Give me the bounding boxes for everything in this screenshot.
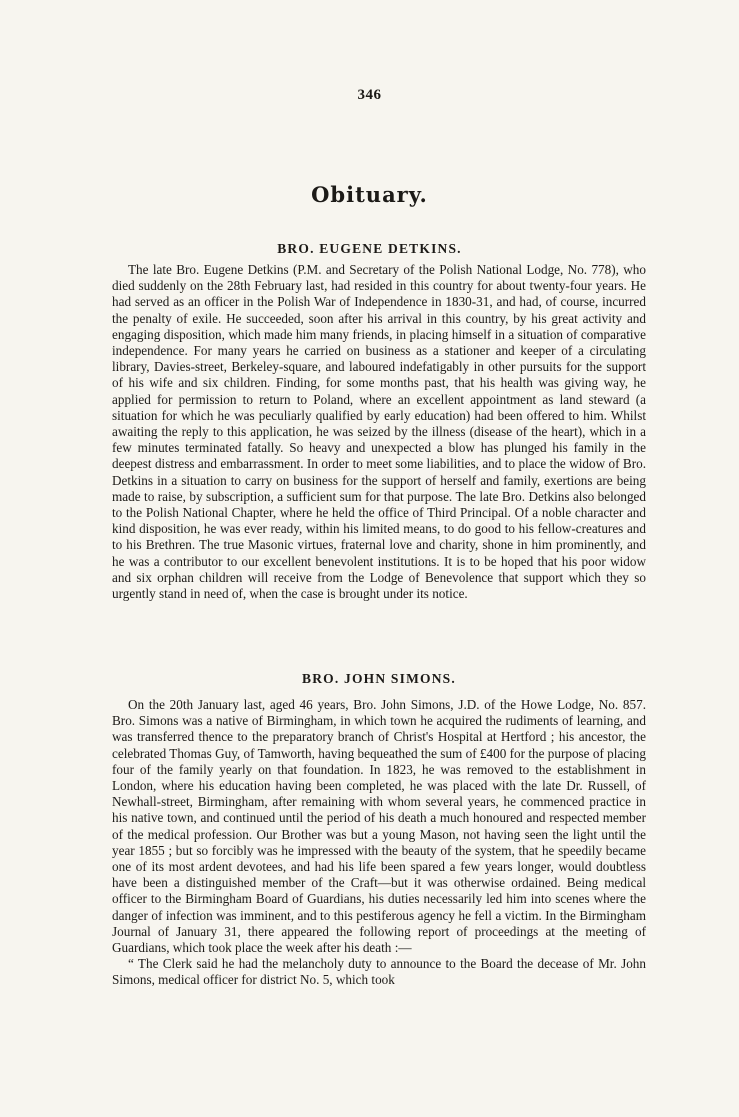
paragraph: The late Bro. Eugene Detkins (P.M. and Secretary of the Polish National Lodge, No. 778), who died suddenly on the 28th February last, had resided in this country for about twenty-four years. He had served as an officer in the Polish War of Independence in 1830-31, and had, of course, incurred the penalty of exile. He succeeded, soon after his arrival in this country, by his great activity and engaging disposition, which made him many friends, in placing himself in a situation of comparative independence. For many years he carried on business as a stationer and keeper of a circulating library, Davies-street, Berkeley-square, and laboured indefatigably in other pursuits for the support of his wife and six children. Finding, for some months past, that his health was giving way, he applied for permission to return to Poland, where an excellent appointment as land steward (a situation for which he was peculiarly qualified by early education) had been offered to him. Whilst awaiting the reply to this application, he was seized by the illness (disease of the heart), which in a few minutes terminated fatally. So heavy and unexpected a blow has plunged his family in the deepest distress and embarrassment. In order to meet some liabilities, and to place the widow of Bro. Detkins in a situation to carry on business for the support of herself and family, exertions are being made to raise, by subscription, a sufficient sum for that purpose. The late Bro. Detkins also belonged to the Polish National Chapter, where he held the office of Third Principal. Of a noble character and kind disposition, he was ever ready, within his limited means, to do good to his fellow-creatures and to his Brethren. The true Masonic virtues, fraternal love and charity, shone in him prominently, and he was a contributor to our excellent benevolent institutions. It is to be hoped that his poor widow and six orphan children will receive from the Lodge of Benevolence that support which they so urgently stand in need of, when the case is brought under its notice. bbox=[112, 262, 646, 602]
entry-heading-detkins: BRO. EUGENE DETKINS. bbox=[277, 241, 462, 256]
entry-heading-simons: BRO. JOHN SIMONS. bbox=[302, 671, 456, 686]
paragraph-quote: “ The Clerk said he had the melancholy duty to announce to the Board the decease of Mr. John Simons, medical officer for district No. 5, which took bbox=[112, 956, 646, 988]
paragraph: On the 20th January last, aged 46 years, Bro. John Simons, J.D. of the Howe Lodge, No. 857. Bro. Simons was a native of Birmingham, in which town he acquired the rudiments of learning, and was transferred thence to the preparatory branch of Christ's Hospital at Hertford ; his ancestor, the celebrated Thomas Guy, of Tamworth, having bequeathed the sum of £400 for the purpose of placing four of the family yearly on that foundation. In 1823, he was removed to the establishment in London, where his education having been completed, he was placed with the late Dr. Russell, of Newhall-street, Birmingham, after remaining with whom several years, he commenced practice in his native town, and continued until the period of his death a much honoured and respected member of the medical profession. Our Brother was but a young Mason, not having seen the light until the year 1855 ; but so forcibly was he impressed with the beauty of the system, that he speedily became one of its most ardent devotees, and had his life been spared a few years longer, would doubtless have been a distinguished member of the Craft—but it was otherwise ordained. Being medical officer to the Birmingham Board of Guardians, his duties necessarily led him into scenes where the danger of infection was imminent, and to this pestiferous agency he fell a victim. In the Birmingham Journal of January 31, there appeared the following report of proceedings at the meeting of Guardians, which took place the week after his death :— bbox=[112, 697, 646, 956]
section-title: Obituary. bbox=[311, 182, 428, 207]
page-number: 346 bbox=[357, 87, 382, 103]
entry-simons bbox=[112, 670, 646, 989]
entry-body-detkins bbox=[112, 262, 646, 602]
